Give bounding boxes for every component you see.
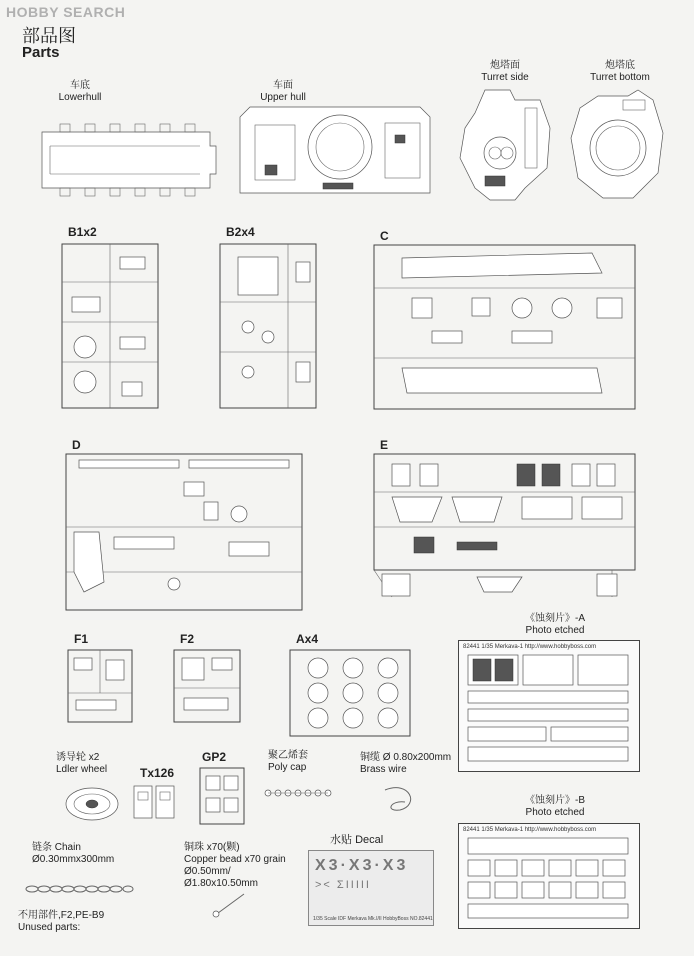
upper-hull-drawing: [235, 105, 435, 200]
sprue-b1-frame: [60, 242, 160, 412]
decal-sheet: [308, 850, 434, 926]
idler-wheel-label: 诱导轮 x2 Ldler wheel: [56, 752, 108, 775]
page-title-cn: 部品图: [22, 26, 76, 46]
sprue-tx-label: Tx126: [140, 766, 175, 780]
sprue-d-label: D: [72, 438, 81, 452]
sprue-gp2-frame: [198, 766, 246, 826]
photo-etched-a-plate: [458, 640, 640, 772]
sprue-b2-frame: [218, 242, 318, 412]
sprue-a-frame: [288, 648, 412, 738]
poly-cap-drawing: [262, 786, 342, 800]
chain-drawing: [24, 882, 134, 896]
brass-wire-drawing: [380, 780, 420, 820]
photo-etched-b-label: 《蚀刻片》-B Photo etched: [525, 795, 585, 818]
brass-wire-label: 铜缆 Ø 0.80x200mm Brass wire: [360, 752, 452, 775]
unused-parts-label: 不用部件,F2,PE-B9 Unused parts:: [18, 910, 105, 933]
sprue-f2-frame: [172, 648, 242, 724]
sprue-c-frame: [372, 243, 637, 413]
sprue-f1-frame: [66, 648, 134, 724]
sprue-e-frame: [372, 452, 637, 602]
sprue-c-label: C: [380, 229, 389, 243]
copper-bead-label: 铜珠 x70(颗) Copper bead x70 grain Ø0.50mm/Ø1.80x10.50mm: [184, 842, 286, 889]
sprue-tx-drawing: [130, 782, 178, 822]
idler-wheel-drawing: [62, 784, 122, 824]
turret-side-label: 炮塔面 Turret side: [481, 60, 529, 83]
sprue-e-label: E: [380, 438, 389, 452]
decal-label: 水贴 Decal: [330, 834, 384, 846]
lower-hull-label: 车底 Lowerhull: [58, 80, 102, 103]
sprue-f1-label: F1: [74, 632, 89, 646]
chain-label: 链条 Chain Ø0.30mmx300mm: [32, 842, 115, 865]
photo-etched-a-label: 《蚀刻片》-A Photo etched: [525, 613, 585, 636]
sprue-d-frame: [64, 452, 304, 614]
decal-markings-2: >< ΣΙΙΙΙΙ: [315, 879, 371, 891]
decal-markings: X3·X3·X3: [315, 857, 409, 874]
turret-side-drawing: [455, 88, 555, 203]
sprue-b2-label: B2x4: [226, 225, 255, 239]
photo-etched-b-plate-text: 82441 1/35 Merkava-1 http://www.hobbyboss.com: [463, 827, 597, 833]
sprue-b1-label: B1x2: [68, 225, 97, 239]
photo-etched-b-plate: [458, 823, 640, 929]
page-title-en: Parts: [22, 44, 60, 61]
sprue-f2-label: F2: [180, 632, 195, 646]
upper-hull-label: 车面 Upper hull: [260, 80, 306, 103]
sprue-gp2-label: GP2: [202, 750, 227, 764]
photo-etched-a-plate-text: 82441 1/35 Merkava-1 http://www.hobbyboss.com: [463, 644, 597, 650]
copper-bead-drawing: [210, 890, 250, 920]
sprue-a-label: Ax4: [296, 632, 319, 646]
decal-sheet-text: 1/35 Scale IDF Merkava Mk.I/II HobbyBoss NO.82441: [313, 916, 433, 922]
lower-hull-drawing: [40, 118, 220, 198]
hobbysearch-logo: HOBBY SEARCH: [6, 4, 126, 20]
turret-bottom-drawing: [568, 88, 668, 203]
poly-cap-label: 聚乙烯套 Poly cap: [268, 750, 308, 773]
turret-bottom-label: 炮塔底 Turret bottom: [590, 60, 650, 83]
